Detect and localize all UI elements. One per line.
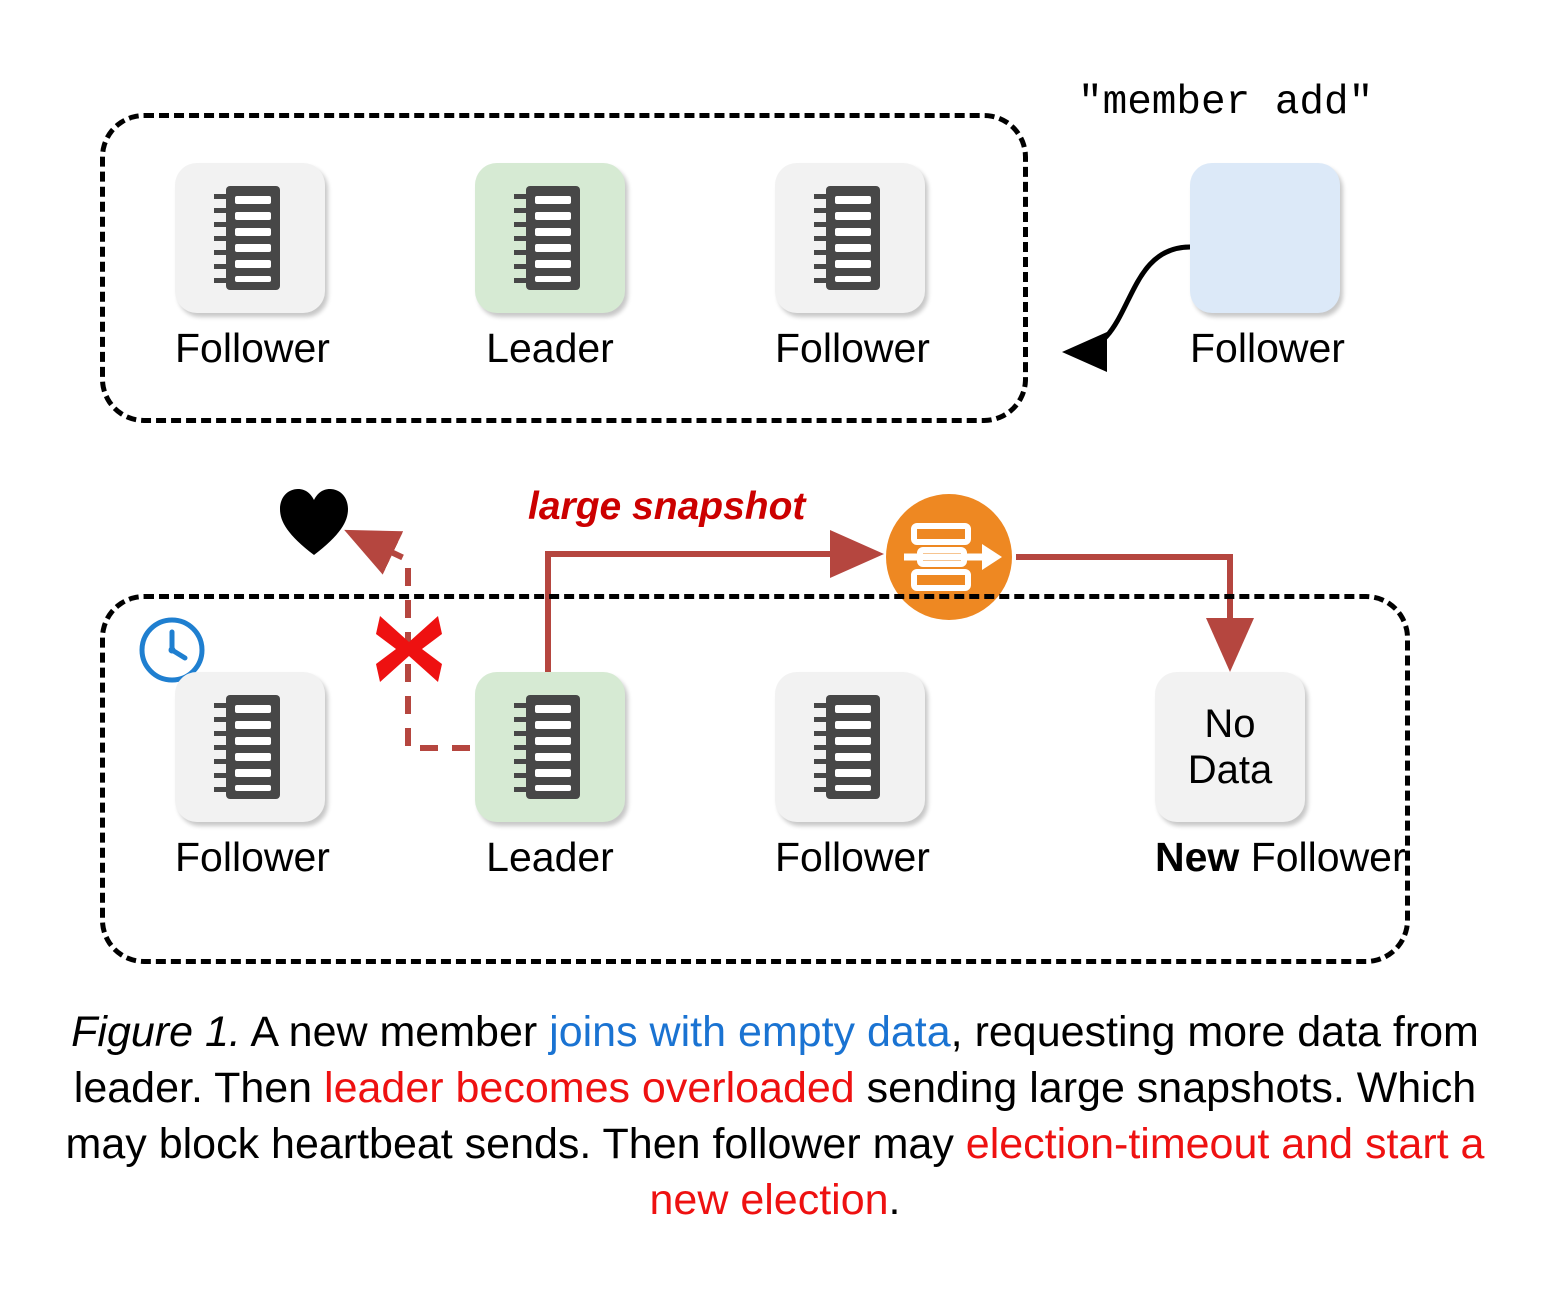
node-tile <box>175 672 325 822</box>
new-follower-rest: Follower <box>1239 834 1406 880</box>
node-label <box>1155 834 1406 881</box>
caption-highlight-red-1: leader becomes overloaded <box>324 1063 855 1112</box>
heart-icon <box>278 487 350 557</box>
node-tile <box>475 672 625 822</box>
server-rack-icon <box>502 184 598 292</box>
heart-icon-wrapper <box>278 487 350 557</box>
server-rack-icon <box>502 693 598 801</box>
caption-part4: . <box>888 1175 901 1224</box>
caption-part3: sending large snapshots. Which may block heartbeat sends. Then follower may <box>65 1063 1477 1168</box>
no-data-line1: No <box>1204 702 1256 746</box>
no-data-tile <box>1155 672 1305 822</box>
node-new-follower[interactable] <box>1155 672 1406 881</box>
node-follower-bottom-2[interactable] <box>775 672 930 881</box>
member-add-arrow <box>1072 247 1190 352</box>
caption-part2: , requesting more data from leader. Then <box>73 1008 1479 1112</box>
no-data-line2: Data <box>1187 748 1273 792</box>
node-label: Follower <box>1190 325 1345 371</box>
node-follower-top-2[interactable] <box>775 163 930 372</box>
member-add-command: "member add" <box>1078 80 1374 126</box>
new-follower-bold: New <box>1155 834 1240 880</box>
node-tile <box>475 163 625 313</box>
large-snapshot-label: large snapshot <box>528 485 806 528</box>
server-rack-icon <box>202 184 298 292</box>
node-leader-bottom[interactable] <box>475 672 625 881</box>
node-label: Follower <box>775 325 930 371</box>
empty-tile-icon <box>1190 163 1340 313</box>
node-leader-top[interactable] <box>475 163 625 372</box>
node-follower-bottom-1[interactable] <box>175 672 330 881</box>
node-label: Follower <box>175 325 330 371</box>
node-label: Leader <box>486 834 614 880</box>
node-label: Follower <box>775 834 930 880</box>
server-rack-icon <box>802 693 898 801</box>
server-rack-icon <box>202 693 298 801</box>
server-rack-icon <box>802 184 898 292</box>
caption-highlight-blue: joins with empty data <box>549 1008 951 1056</box>
caption-highlight-red-2: election-timeout and start a new election <box>649 1119 1485 1224</box>
caption-part1: A new member <box>240 1008 550 1056</box>
node-joining-follower[interactable] <box>1190 163 1345 372</box>
node-tile <box>175 163 325 313</box>
node-label: Follower <box>175 834 330 880</box>
figure-caption <box>60 1005 1490 1229</box>
node-tile <box>775 672 925 822</box>
node-follower-top-1[interactable] <box>175 163 330 372</box>
caption-figure-label: Figure 1. <box>71 1008 241 1056</box>
node-tile <box>775 163 925 313</box>
node-label: Leader <box>486 325 614 371</box>
